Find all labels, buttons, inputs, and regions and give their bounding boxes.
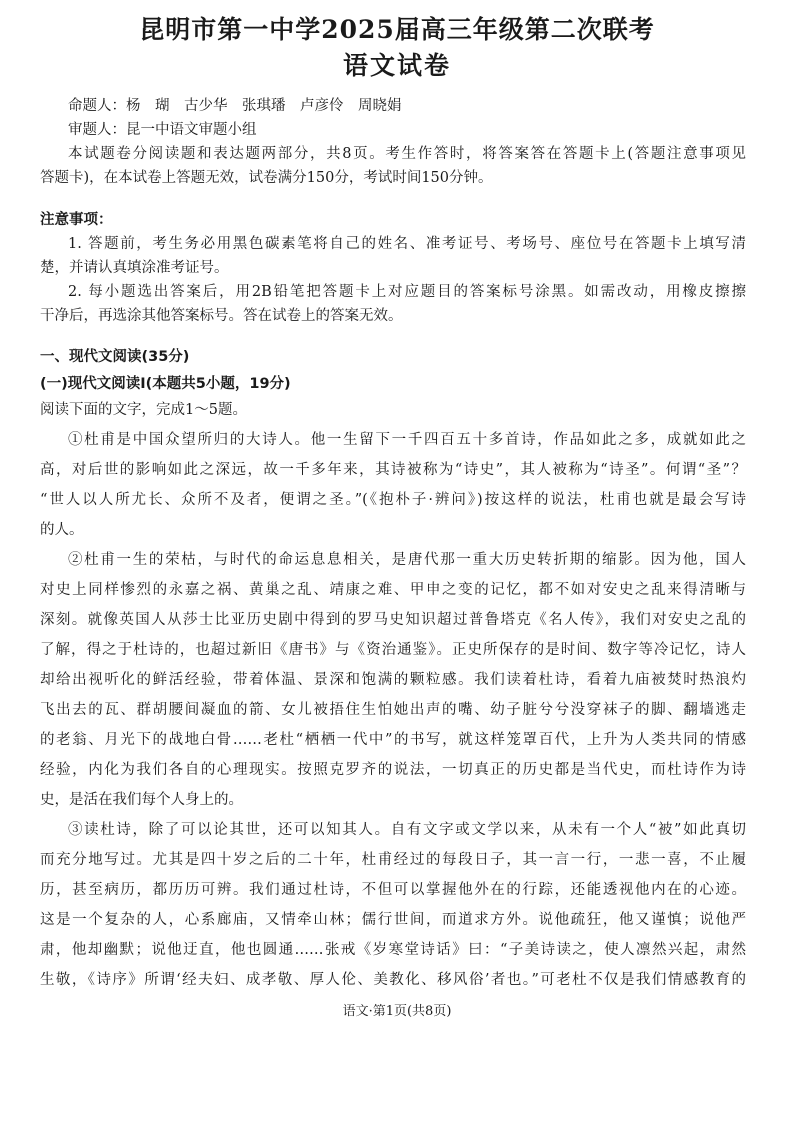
passage-line: 飞出去的瓦、群胡腰间凝血的箭、女儿被捂住生怕她出声的嘴、幼子脏兮兮没穿袜子的脚、翻墙逃走 [40, 702, 746, 718]
passage-line: 而充分地写过。尤其是四十岁之后的二十年，杜甫经过的每段日子，其一言一行，一悲一喜，不止履 [40, 852, 746, 868]
passage-line: 经验，内化为我们各自的心理现实。按照克罗齐的说法，一切真正的历史都是当代史，而杜诗作为诗 [40, 762, 746, 778]
passage-line: ③读杜诗，除了可以论其世，还可以知其人。自有文字或文学以来，从未有一个人“被”如此真切 [68, 822, 746, 838]
exam-subtitle: 语文试卷 [342, 51, 451, 80]
passage-line: 历，甚至病历，都历历可辨。我们通过杜诗，不但可以掌握他外在的行踪，还能透视他内在的心迹。 [40, 882, 746, 898]
page-footer: 语文·第1页(共8页) [342, 1004, 452, 1019]
passage-line: 对史上同样惨烈的永嘉之祸、黄巢之乱、靖康之难、甲申之变的记忆，都不如对安史之乱来得清晰与 [40, 582, 746, 598]
passage-line: 的老翁、月光下的战地白骨……老杜“栖栖一代中”的书写，就这样笼罩百代，上升为人类共同的情感 [40, 732, 746, 748]
note-item: 2. 每小题选出答案后，用2B铅笔把答题卡上对应题目的答案标号涂黑。如需改动，用橡皮擦擦 [68, 284, 746, 300]
notes-heading: 注意事项： [40, 212, 113, 228]
reading-instruction: 阅读下面的文字，完成1～5题。 [40, 402, 247, 418]
passage-line: ②杜甫一生的荣枯，与时代的命运息息相关，是唐代那一重大历史转折期的缩影。因为他，国人 [68, 552, 746, 568]
subsection-heading: (一)现代文阅读Ⅰ(本题共5小题，19分) [40, 376, 291, 392]
passage-line: 史，是活在我们每个人身上的。 [40, 792, 243, 808]
passage-line: 的人。 [40, 522, 84, 538]
passage-line: “世人以人所尤长、众所不及者，便谓之圣。”(《抱朴子·辨问》)按这样的说法，杜甫也就是最会写诗 [40, 492, 746, 508]
authors-line: 命题人：杨 瑚 古少华 张琪璠 卢彦伶 周晓娟 [68, 98, 402, 114]
passage-line: ①杜甫是中国众望所归的大诗人。他一生留下一千四百五十多首诗，作品如此之多，成就如此之 [68, 432, 746, 448]
intro-line: 本试题卷分阅读题和表达题两部分，共8页。考生作答时，将答案答在答题卡上(答题注意事项见 [68, 146, 746, 162]
reviewers-line: 审题人：昆一中语文审题小组 [68, 122, 257, 138]
intro-line: 答题卡)，在本试卷上答题无效，试卷满分150分，考试时间150分钟。 [40, 170, 493, 186]
passage-line: 深刻。就像英国人从莎士比亚历史剧中得到的罗马史知识超过普鲁塔克《名人传》，我们对安史之乱的 [40, 612, 746, 628]
note-item: 干净后，再选涂其他答案标号。答在试卷上的答案无效。 [40, 308, 403, 324]
note-item: 1. 答题前，考生务必用黑色碳素笔将自己的姓名、准考证号、考场号、座位号在答题卡上填写清 [68, 236, 746, 252]
passage-line: 肃，他却幽默；说他迂直，他也圆通……张戒《岁寒堂诗话》曰：“子美诗读之，使人凛然兴起，肃然 [40, 942, 746, 958]
passage-line: 生敬，《诗序》所谓‘经夫妇、成孝敬、厚人伦、美教化、移风俗’者也。”可老杜不仅是我们情感教育的 [40, 972, 746, 988]
passage-line: 了解，得之于杜诗的，也超过新旧《唐书》与《资治通鉴》。正史所保存的是时间、数字等冷记忆，诗人 [40, 642, 746, 658]
passage-line: 高，对后世的影响如此之深远，故一千多年来，其诗被称为“诗史”，其人被称为“诗圣”。何谓“圣”？ [40, 462, 746, 478]
exam-title: 昆明市第一中学2025届高三年级第二次联考 [139, 15, 655, 44]
passage-line: 这是一个复杂的人，心系廊庙，又情牵山林；儒行世间，而道求方外。说他疏狂，他又谨慎；说他严 [40, 912, 746, 928]
section-heading: 一、现代文阅读(35分) [40, 349, 190, 365]
note-item: 楚，并请认真填涂准考证号。 [40, 260, 229, 276]
passage-line: 却给出视听化的鲜活经验，带着体温、景深和饱满的颗粒感。我们读着杜诗，看着九庙被焚时热浪灼 [40, 672, 746, 688]
